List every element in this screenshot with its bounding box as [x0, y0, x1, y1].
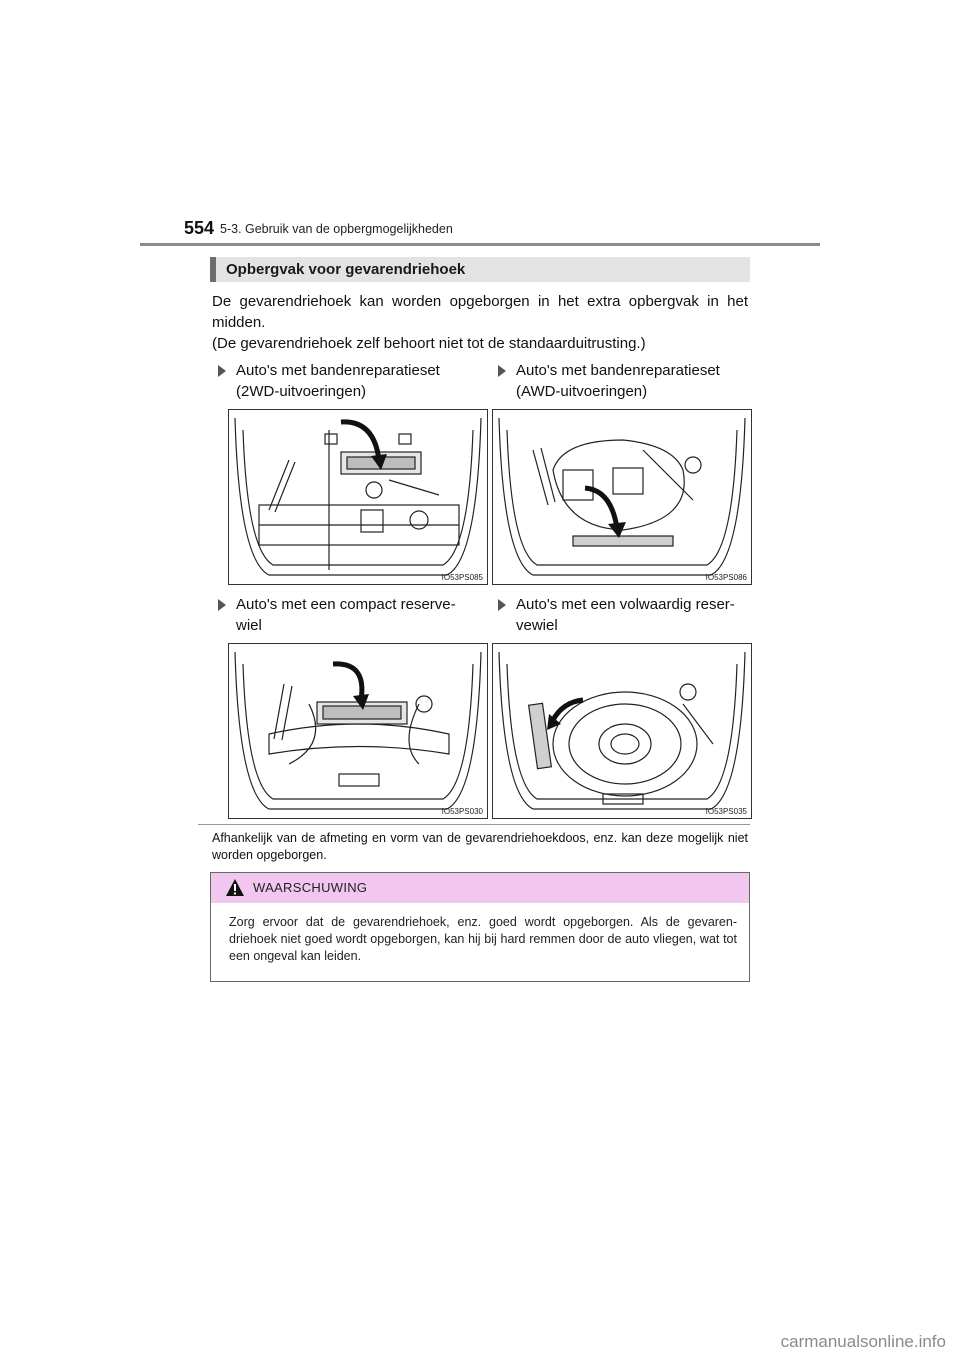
warning-header — [211, 873, 749, 903]
illustration-full-spare — [492, 643, 752, 819]
figure-code: IO53PS030 — [441, 807, 483, 816]
figure-caption-2: Auto's met bandenreparatieset (AWD-uitvoeringen) — [498, 360, 758, 404]
intro-text — [212, 291, 748, 354]
figure-caption-4: Auto's met een volwaardig reser- vewiel — [498, 594, 758, 638]
arrow-right-icon — [218, 599, 226, 611]
chapter-title: 5-3. Gebruik van de opbergmogelijkheden — [220, 222, 453, 236]
section-marker — [210, 257, 216, 282]
trunk-illustration — [493, 644, 751, 818]
page-number: 554 — [184, 218, 215, 238]
warning-box — [210, 872, 750, 982]
trunk-illustration — [229, 644, 487, 818]
figure-code: IO53PS035 — [705, 807, 747, 816]
arrow-right-icon — [498, 599, 506, 611]
intro-note: (De gevarendriehoek zelf behoort niet tot de standaarduitrusting.) — [212, 335, 646, 352]
section-heading — [210, 257, 750, 282]
storage-note: Afhankelijk van de afmeting en vorm van de gevarendriehoekdoos, enz. kan deze mogelijk niet worden opgeborgen. — [212, 831, 748, 862]
arrow-right-icon — [498, 365, 506, 377]
trunk-illustration — [229, 410, 487, 584]
figure-caption-3: Auto's met een compact reserve- wiel — [218, 594, 478, 638]
figure-code: IO53PS086 — [705, 573, 747, 582]
warning-title: WAARSCHUWING — [253, 880, 368, 895]
trunk-illustration — [493, 410, 751, 584]
warning-text: Zorg ervoor dat de gevarendriehoek, enz. goed wordt opgeborgen. Als de gevaren- driehoek niet goed wordt opgeborgen, kan hij bij hard remmen door de auto vliegen, wat tot een ongeval kan leiden. — [229, 915, 737, 963]
intro-paragraph: De gevarendriehoek kan worden opgeborgen in het extra opbergvak in het midden. — [212, 293, 748, 331]
section-title: Opbergvak voor gevarendriehoek — [226, 261, 466, 278]
warning-triangle-icon — [225, 878, 245, 897]
illustration-compact-spare — [228, 643, 488, 819]
arrow-right-icon — [218, 365, 226, 377]
figure-code: IO53PS085 — [441, 573, 483, 582]
illustration-2wd — [228, 409, 488, 585]
figure-caption-1: Auto's met bandenreparatieset (2WD-uitvoeringen) — [218, 360, 478, 404]
illustration-awd — [492, 409, 752, 585]
header-divider — [140, 243, 820, 246]
note-divider — [198, 824, 750, 825]
watermark: carmanualsonline.info — [780, 1332, 946, 1351]
